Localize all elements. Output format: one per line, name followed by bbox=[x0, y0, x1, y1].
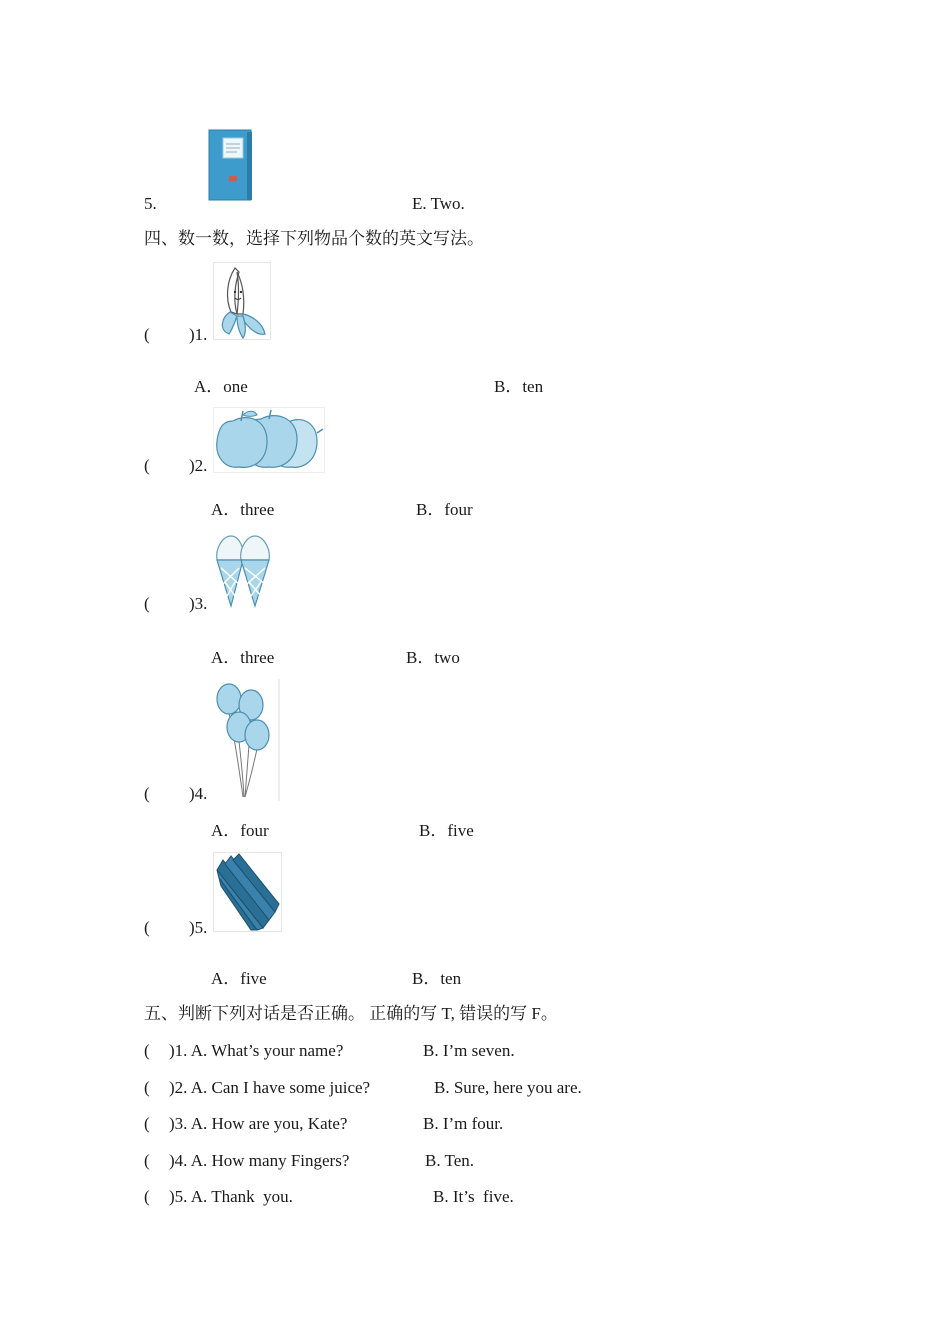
dialogue-a: )5. A. Thank you. bbox=[169, 1187, 293, 1206]
question-label: )2. bbox=[189, 456, 208, 475]
dialogue-a: )2. A. Can I have some juice? bbox=[169, 1078, 371, 1097]
option-a[interactable]: A．four bbox=[211, 821, 269, 840]
answer-paren[interactable]: ( bbox=[144, 1114, 150, 1133]
option-a[interactable]: A．three bbox=[211, 500, 275, 519]
book-icon bbox=[207, 128, 255, 202]
question-label: )5. bbox=[189, 918, 208, 937]
match-item-number: 5. bbox=[144, 194, 157, 213]
option-b[interactable]: B．four bbox=[416, 500, 473, 519]
section-4-heading: 四、数一数，选择下列物品个数的英文写法。 bbox=[144, 229, 484, 248]
section-5-heading: 五、判断下列对话是否正确。 正确的写 T, 错误的写 F。 bbox=[144, 1004, 558, 1023]
answer-paren[interactable]: ( bbox=[144, 1187, 150, 1206]
dialogue-a: )3. A. How are you, Kate? bbox=[169, 1114, 348, 1133]
answer-paren[interactable]: ( bbox=[144, 325, 150, 344]
option-b[interactable]: B．five bbox=[419, 821, 474, 840]
dialogue-b: B. I’m seven. bbox=[423, 1041, 515, 1060]
balloons-icon bbox=[213, 679, 281, 801]
answer-paren[interactable]: ( bbox=[144, 1078, 150, 1097]
option-b[interactable]: B．ten bbox=[412, 969, 462, 988]
option-a[interactable]: A．five bbox=[211, 969, 267, 988]
answer-paren[interactable]: ( bbox=[144, 456, 150, 475]
dialogue-b: B. Ten. bbox=[425, 1151, 475, 1170]
apples-icon bbox=[213, 407, 325, 473]
match-answer: E. Two. bbox=[412, 194, 465, 213]
dialogue-b: B. I’m four. bbox=[423, 1114, 504, 1133]
dialogue-b: B. It’s five. bbox=[433, 1187, 514, 1206]
answer-paren[interactable]: ( bbox=[144, 1041, 150, 1060]
dialogue-a: )4. A. How many Fingers? bbox=[169, 1151, 350, 1170]
answer-paren[interactable]: ( bbox=[144, 918, 150, 937]
question-label: )4. bbox=[189, 784, 208, 803]
answer-paren[interactable]: ( bbox=[144, 1151, 150, 1170]
option-b[interactable]: B．ten bbox=[494, 377, 544, 396]
option-a[interactable]: A．one bbox=[194, 377, 248, 396]
answer-paren[interactable]: ( bbox=[144, 594, 150, 613]
ice-cream-icon bbox=[213, 532, 273, 608]
option-b[interactable]: B．two bbox=[406, 648, 460, 667]
answer-paren[interactable]: ( bbox=[144, 784, 150, 803]
dialogue-a: )1. A. What’s your name? bbox=[169, 1041, 344, 1060]
crayons-icon bbox=[213, 852, 283, 932]
banana-icon bbox=[213, 262, 271, 340]
question-label: )3. bbox=[189, 594, 208, 613]
option-a[interactable]: A．three bbox=[211, 648, 275, 667]
dialogue-b: B. Sure, here you are. bbox=[434, 1078, 582, 1097]
question-label: )1. bbox=[189, 325, 208, 344]
